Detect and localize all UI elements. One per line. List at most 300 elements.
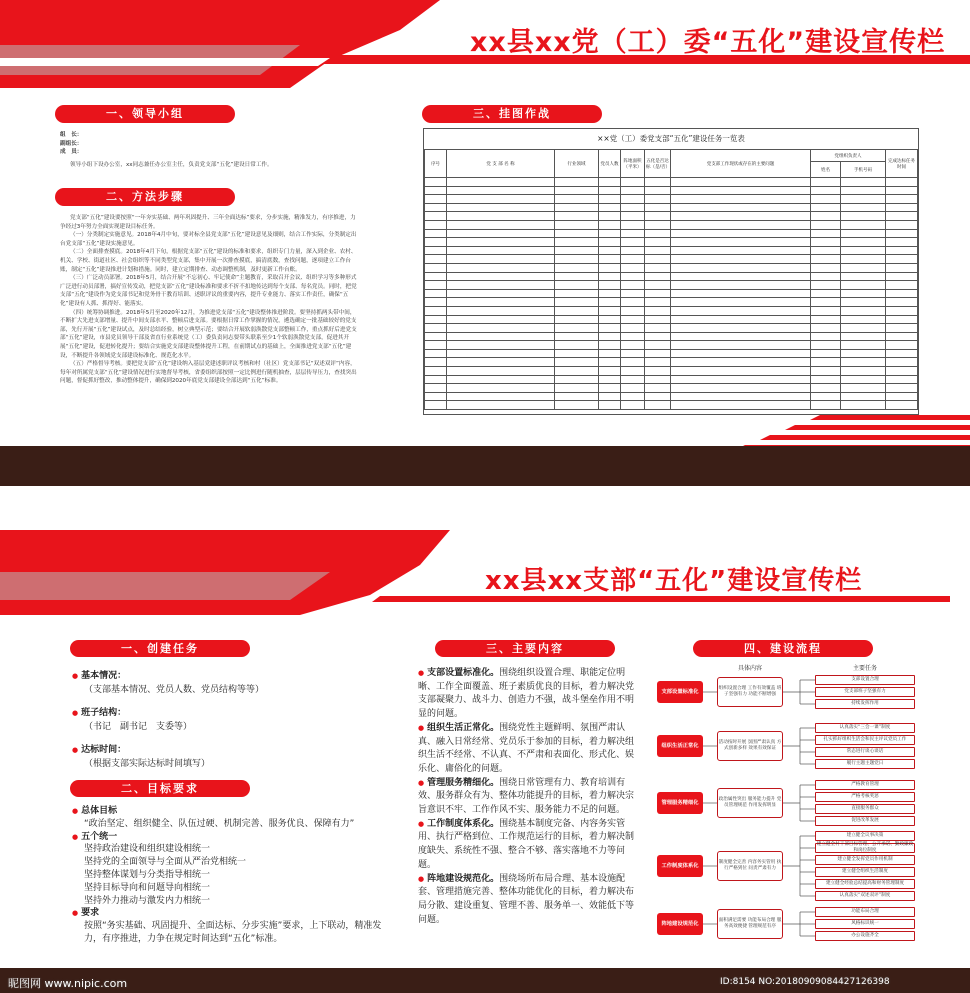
table-cell <box>555 401 599 410</box>
table-cell <box>645 341 671 350</box>
task-table-frame <box>423 128 919 415</box>
table-cell <box>599 315 621 324</box>
table-cell <box>645 272 671 281</box>
method-text <box>60 214 360 386</box>
method-paragraph: 党支部“五化”建设要按照“一年夯实基础、两年巩固提升、三年全面达标”要求，分步实施，精准发力，有序推进，力争经过3年努力全面实现建设目标任务。 <box>60 215 356 230</box>
table-cell <box>841 195 886 204</box>
table-cell <box>645 238 671 247</box>
table-row <box>425 384 918 393</box>
table-row <box>425 186 918 195</box>
table-cell <box>599 263 621 272</box>
table-cell <box>555 229 599 238</box>
table-cell <box>425 246 447 255</box>
table-cell <box>425 178 447 187</box>
table-row <box>425 229 918 238</box>
table-cell <box>811 375 841 384</box>
table-cell <box>447 315 555 324</box>
table-cell <box>645 349 671 358</box>
flow-stage: 管理服务精细化 <box>657 792 703 814</box>
table-row <box>425 306 918 315</box>
goal-heading: ● 总体目标 <box>72 805 382 818</box>
table-row <box>425 195 918 204</box>
table-cell <box>886 392 918 401</box>
table-cell <box>621 358 645 367</box>
col-header: 行业领域 <box>555 150 599 178</box>
table-cell <box>811 229 841 238</box>
table-cell <box>447 306 555 315</box>
section-heading-methods: 二、方法步骤 <box>55 188 235 206</box>
task-label: ● 班子结构： <box>72 707 372 721</box>
table-cell <box>645 358 671 367</box>
table-row <box>425 375 918 384</box>
table-cell <box>447 281 555 290</box>
table-row <box>425 203 918 212</box>
table-cell <box>886 263 918 272</box>
content-head: ● 组织生活正常化。 <box>418 723 499 733</box>
table-cell <box>555 203 599 212</box>
flow-content: 组织设置合理 工作有效覆盖 班子坚强有力 功能不断增强 <box>717 677 783 707</box>
table-cell <box>599 203 621 212</box>
table-cell <box>886 324 918 333</box>
col-header: 党支部工作现状或存在的主要问题 <box>671 150 811 178</box>
table-row <box>425 341 918 350</box>
table-row <box>425 255 918 264</box>
table-cell <box>811 401 841 410</box>
task-value: （书记 副书记 支委等） <box>84 721 193 732</box>
table-cell <box>555 332 599 341</box>
table-cell <box>447 375 555 384</box>
table-cell <box>621 306 645 315</box>
table-cell <box>671 195 811 204</box>
table-cell <box>671 401 811 410</box>
table-cell <box>886 220 918 229</box>
table-cell <box>671 324 811 333</box>
table-cell <box>599 212 621 221</box>
table-cell <box>425 255 447 264</box>
task-item <box>72 670 372 697</box>
table-cell <box>645 401 671 410</box>
table-cell <box>621 332 645 341</box>
table-cell <box>811 220 841 229</box>
table-cell <box>621 375 645 384</box>
flow-stage: 组织生活正常化 <box>657 735 703 757</box>
table-cell <box>645 384 671 393</box>
table-cell <box>425 238 447 247</box>
table-cell <box>645 298 671 307</box>
table-cell <box>886 341 918 350</box>
unify-item: 坚持整体谋划与分类指导相统一 <box>84 869 211 880</box>
flow-task: 严格考核奖惩 <box>815 792 915 802</box>
task-item <box>72 707 372 734</box>
table-cell <box>555 281 599 290</box>
table-cell <box>555 392 599 401</box>
table-cell <box>841 341 886 350</box>
content-text: 围绕场所布局合理、基本设施配套、管理措施完善、整体功能优化的目标，着力解决布局分散、建设重复、管理不善、服务单一、效能低下等问题。 <box>418 873 635 925</box>
table-cell <box>671 392 811 401</box>
table-cell <box>671 178 811 187</box>
table-cell <box>645 306 671 315</box>
table-cell <box>671 272 811 281</box>
table-cell <box>621 272 645 281</box>
table-cell <box>886 178 918 187</box>
table-cell <box>425 375 447 384</box>
table-cell <box>841 375 886 384</box>
col-header: 党 支 部 名 称 <box>447 150 555 178</box>
table-cell <box>447 289 555 298</box>
table-cell <box>599 238 621 247</box>
table-cell <box>671 375 811 384</box>
table-cell <box>841 384 886 393</box>
table-cell <box>425 220 447 229</box>
table-row <box>425 238 918 247</box>
table-cell <box>841 272 886 281</box>
flow-task: 建立健全经验总结提高和财务管理制度 <box>815 879 915 889</box>
table-cell <box>671 289 811 298</box>
table-cell <box>645 178 671 187</box>
table-cell <box>841 349 886 358</box>
table-cell <box>645 332 671 341</box>
flow-task: 常态进行谈心谈话 <box>815 747 915 757</box>
table-cell <box>671 229 811 238</box>
table-cell <box>811 281 841 290</box>
table-cell <box>671 315 811 324</box>
section-heading-goals: 二、目标要求 <box>70 780 250 797</box>
table-cell <box>447 255 555 264</box>
col-header: 序号 <box>425 150 447 178</box>
flow-task: 严格教育管理 <box>815 780 915 790</box>
table-cell <box>425 306 447 315</box>
table-cell <box>645 246 671 255</box>
flow-task: 功能布局合理 <box>815 907 915 917</box>
table-cell <box>599 384 621 393</box>
table-cell <box>555 255 599 264</box>
col-header: 完成达标任务时间 <box>886 150 918 178</box>
table-row <box>425 246 918 255</box>
table-row <box>425 324 918 333</box>
table-cell <box>841 229 886 238</box>
table-cell <box>841 367 886 376</box>
table-row <box>425 392 918 401</box>
table-cell <box>447 178 555 187</box>
table-cell <box>425 195 447 204</box>
table-cell <box>811 272 841 281</box>
table-cell <box>811 392 841 401</box>
table-cell <box>621 324 645 333</box>
table-cell <box>555 289 599 298</box>
table-cell <box>599 281 621 290</box>
table-cell <box>841 358 886 367</box>
table-row <box>425 367 918 376</box>
flow-task: 办公设施齐全 <box>815 931 915 941</box>
table-cell <box>555 246 599 255</box>
table-cell <box>645 281 671 290</box>
table-cell <box>599 178 621 187</box>
leader-row: 组 长： <box>60 132 83 138</box>
table-cell <box>841 212 886 221</box>
table-cell <box>621 212 645 221</box>
table-cell <box>555 298 599 307</box>
board-1 <box>0 0 970 490</box>
table-cell <box>621 341 645 350</box>
table-cell <box>645 229 671 238</box>
table-cell <box>811 195 841 204</box>
table-cell <box>621 229 645 238</box>
content-text: 围绕日常管理有力、教育培训有效、服务群众有为、整体功能提升的目标，着力解决宗旨意识不牢、工作作风不实、服务能力不足的问题。 <box>418 777 635 816</box>
table-cell <box>621 238 645 247</box>
table-cell <box>811 324 841 333</box>
table-cell <box>425 212 447 221</box>
table-cell <box>425 401 447 410</box>
table-cell <box>841 203 886 212</box>
table-cell <box>599 349 621 358</box>
table-cell <box>841 392 886 401</box>
table-cell <box>425 341 447 350</box>
col-header: 姓名 <box>811 162 841 178</box>
task-label: ● 达标时间： <box>72 744 372 758</box>
table-cell <box>886 272 918 281</box>
table-cell <box>447 212 555 221</box>
table-cell <box>671 306 811 315</box>
section-heading-map: 三、挂图作战 <box>422 105 602 123</box>
flow-col-header: 主要任务 <box>852 665 877 672</box>
table-row <box>425 220 918 229</box>
table-cell <box>555 238 599 247</box>
content-head: ● 管理服务精细化。 <box>418 778 499 788</box>
goal-text <box>72 805 382 946</box>
unify-item: 坚持外力推动与激发内力相统一 <box>84 895 211 906</box>
table-cell <box>841 178 886 187</box>
table-cell <box>811 203 841 212</box>
table-cell <box>671 281 811 290</box>
table-cell <box>886 315 918 324</box>
flow-task: 认真落实“三会一课”制度 <box>815 723 915 733</box>
content-item <box>418 818 636 873</box>
table-cell <box>811 289 841 298</box>
table-cell <box>811 263 841 272</box>
table-cell <box>671 220 811 229</box>
leader-row: 副组长： <box>60 140 83 147</box>
table-cell <box>621 401 645 410</box>
table-cell <box>841 298 886 307</box>
table-cell <box>671 203 811 212</box>
table-cell <box>555 324 599 333</box>
flow-task: 党支部班子坚强有力 <box>815 687 915 697</box>
table-cell <box>621 255 645 264</box>
table-cell <box>599 229 621 238</box>
flow-content: 面积满足需要 功能布局合理 服务高效便捷 管理规范有序 <box>717 909 783 939</box>
content-item <box>418 873 636 928</box>
table-cell <box>555 195 599 204</box>
leader-list <box>60 131 360 169</box>
table-cell <box>671 358 811 367</box>
table-cell <box>886 289 918 298</box>
table-cell <box>425 203 447 212</box>
footer-bar <box>0 446 970 486</box>
table-cell <box>447 298 555 307</box>
table-row <box>425 263 918 272</box>
table-cell <box>621 220 645 229</box>
req-heading: ● 要求 <box>72 907 382 920</box>
flow-task: 直接服务群众 <box>815 804 915 814</box>
table-cell <box>621 281 645 290</box>
table-cell <box>599 341 621 350</box>
flow-task: 认真落实“双述双评”制度 <box>815 891 915 901</box>
table-cell <box>599 367 621 376</box>
table-row <box>425 289 918 298</box>
table-cell <box>425 186 447 195</box>
table-cell <box>447 341 555 350</box>
table-cell <box>645 186 671 195</box>
flow-stage: 阵地建设规范化 <box>657 913 703 935</box>
content-item <box>418 722 636 777</box>
table-cell <box>841 255 886 264</box>
table-cell <box>621 186 645 195</box>
table-cell <box>671 384 811 393</box>
table-cell <box>599 195 621 204</box>
table-cell <box>621 178 645 187</box>
table-cell <box>671 349 811 358</box>
task-value: （根据支部实际达标时间填写） <box>84 758 211 769</box>
col-header: 党组织负责人 <box>811 150 886 162</box>
table-cell <box>645 203 671 212</box>
table-cell <box>645 315 671 324</box>
table-cell <box>447 186 555 195</box>
table-cell <box>555 212 599 221</box>
req-text: 按照“务实基础、巩固提升、全面达标、分步实施”要求，上下联动，精准发力，有序推进，力争在规定时间达到“五化”标准。 <box>84 921 382 944</box>
col-header: 党员人数 <box>599 150 621 178</box>
table-cell <box>671 298 811 307</box>
table-cell <box>425 392 447 401</box>
table-cell <box>671 341 811 350</box>
flow-task: 建立健全村干部目标管理、公开承诺、勤政廉政和岗位制度 <box>816 842 914 853</box>
table-cell <box>621 263 645 272</box>
table-cell <box>425 263 447 272</box>
content-text: 围绕基本制度完备、内容务实管用、执行严格到位、工作规范运行的目标，着力解决制度缺失、系统性不强、整合不够、落实落地不力等问题。 <box>418 818 635 870</box>
board-title: xx县xx支部“五化”建设宣传栏 <box>485 566 863 596</box>
table-cell <box>886 332 918 341</box>
flow-task: 支部设置合理 <box>815 675 915 685</box>
content-item <box>418 777 636 818</box>
table-cell <box>599 298 621 307</box>
table-cell <box>425 324 447 333</box>
table-cell <box>599 246 621 255</box>
table-cell <box>841 306 886 315</box>
table-cell <box>671 367 811 376</box>
table-cell <box>645 367 671 376</box>
task-value: （支部基本情况、党员人数、党员结构等等） <box>84 684 265 695</box>
method-paragraph: （四）统筹协调推进。2018年5月至2020年12月，为推进党支部“五化”建设整体推进阶段。要坚持抓两头带中间，不断扩大先进支部增量、提升中间支部水平、整顿后进支部。要根据日常工作掌握的情况，遴选确定一批基础较好的党支部，先行开展“五化”建设试点，及时总结经验，树立典型示范；要结合开展软弱涣散党支部整顿工作，重点抓好后进党支部“五化”建设，市县党员领导干部及省直行业系统党（工）委负责同志要带头联系至少1个软弱涣散党支部，促进其开展“五化”建设，促进转化提升；要结合实施党支部建设整体提升工程，在前期试点的基础上，全面推进党支部“五化”建设，不断提升各领域党支部建设标准化、规范化水平。 <box>60 309 357 359</box>
table-cell <box>811 246 841 255</box>
table-cell <box>841 315 886 324</box>
table-cell <box>425 315 447 324</box>
table-row <box>425 315 918 324</box>
table-cell <box>425 332 447 341</box>
table-cell <box>811 212 841 221</box>
table-row <box>425 332 918 341</box>
method-paragraph: （三）广泛动员部署。2018年5月，结合开展“不忘初心、牢记使命”主题教育，采取召开会议、组织学习等多种形式广泛进行动员部署，搞好宣传发动，把党支部“五化”建设标准和要求不折不扣地传达到每个支部、每名党员。同时，把党支部“五化”建设作为党支部书记和党务骨干教育培训、述职评议的重要内容，提升专业能力、落实工作责任，确保“五化”建设有人抓、抓得好、能落实。 <box>60 275 357 307</box>
unify-heading: ● 五个统一 <box>72 831 382 844</box>
table-cell <box>621 384 645 393</box>
table-cell <box>645 392 671 401</box>
table-cell <box>811 367 841 376</box>
table-cell <box>599 332 621 341</box>
table-cell <box>811 255 841 264</box>
table-cell <box>886 358 918 367</box>
table-cell <box>621 195 645 204</box>
table-cell <box>447 384 555 393</box>
table-cell <box>425 349 447 358</box>
table-cell <box>425 384 447 393</box>
table-cell <box>447 195 555 204</box>
table-cell <box>645 263 671 272</box>
table-cell <box>841 332 886 341</box>
table-cell <box>555 358 599 367</box>
table-cell <box>886 306 918 315</box>
table-cell <box>447 332 555 341</box>
table-cell <box>645 212 671 221</box>
task-table <box>424 149 918 410</box>
table-cell <box>555 263 599 272</box>
flow-col-header: 具体内容 <box>737 665 762 672</box>
table-cell <box>447 263 555 272</box>
table-cell <box>841 401 886 410</box>
table-cell <box>555 306 599 315</box>
table-cell <box>599 255 621 264</box>
table-cell <box>886 367 918 376</box>
table-cell <box>886 195 918 204</box>
flow-task: 建立健全组织生活制度 <box>815 867 915 877</box>
table-cell <box>645 289 671 298</box>
table-cell <box>599 392 621 401</box>
table-cell <box>886 384 918 393</box>
content-list <box>418 667 636 927</box>
board-title: xx县xx党（工）委“五化”建设宣传栏 <box>470 27 946 58</box>
table-cell <box>886 246 918 255</box>
table-cell <box>841 289 886 298</box>
table-cell <box>841 246 886 255</box>
table-cell <box>425 272 447 281</box>
table-cell <box>599 375 621 384</box>
watermark-right: ID:8154 NO:20180909084427126398 <box>720 977 890 987</box>
section-heading-flow: 四、建设流程 <box>693 640 873 657</box>
table-cell <box>447 401 555 410</box>
table-cell <box>425 298 447 307</box>
table-row <box>425 349 918 358</box>
task-item <box>72 744 372 771</box>
table-row <box>425 212 918 221</box>
table-cell <box>811 306 841 315</box>
table-cell <box>447 272 555 281</box>
table-cell <box>555 367 599 376</box>
table-cell <box>841 186 886 195</box>
table-cell <box>555 349 599 358</box>
content-head: ● 支部设置标准化。 <box>418 668 499 678</box>
table-cell <box>599 306 621 315</box>
col-header: 阵地面积（平米） <box>621 150 645 178</box>
board-2 <box>0 530 970 993</box>
table-cell <box>621 392 645 401</box>
table-cell <box>841 263 886 272</box>
table-cell <box>811 298 841 307</box>
table-cell <box>447 349 555 358</box>
flow-task: 风格标识统一 <box>815 919 915 929</box>
task-list <box>72 670 372 771</box>
table-cell <box>811 341 841 350</box>
table-cell <box>621 246 645 255</box>
table-cell <box>621 289 645 298</box>
flow-stage: 工作制度体系化 <box>657 855 703 877</box>
table-cell <box>621 298 645 307</box>
